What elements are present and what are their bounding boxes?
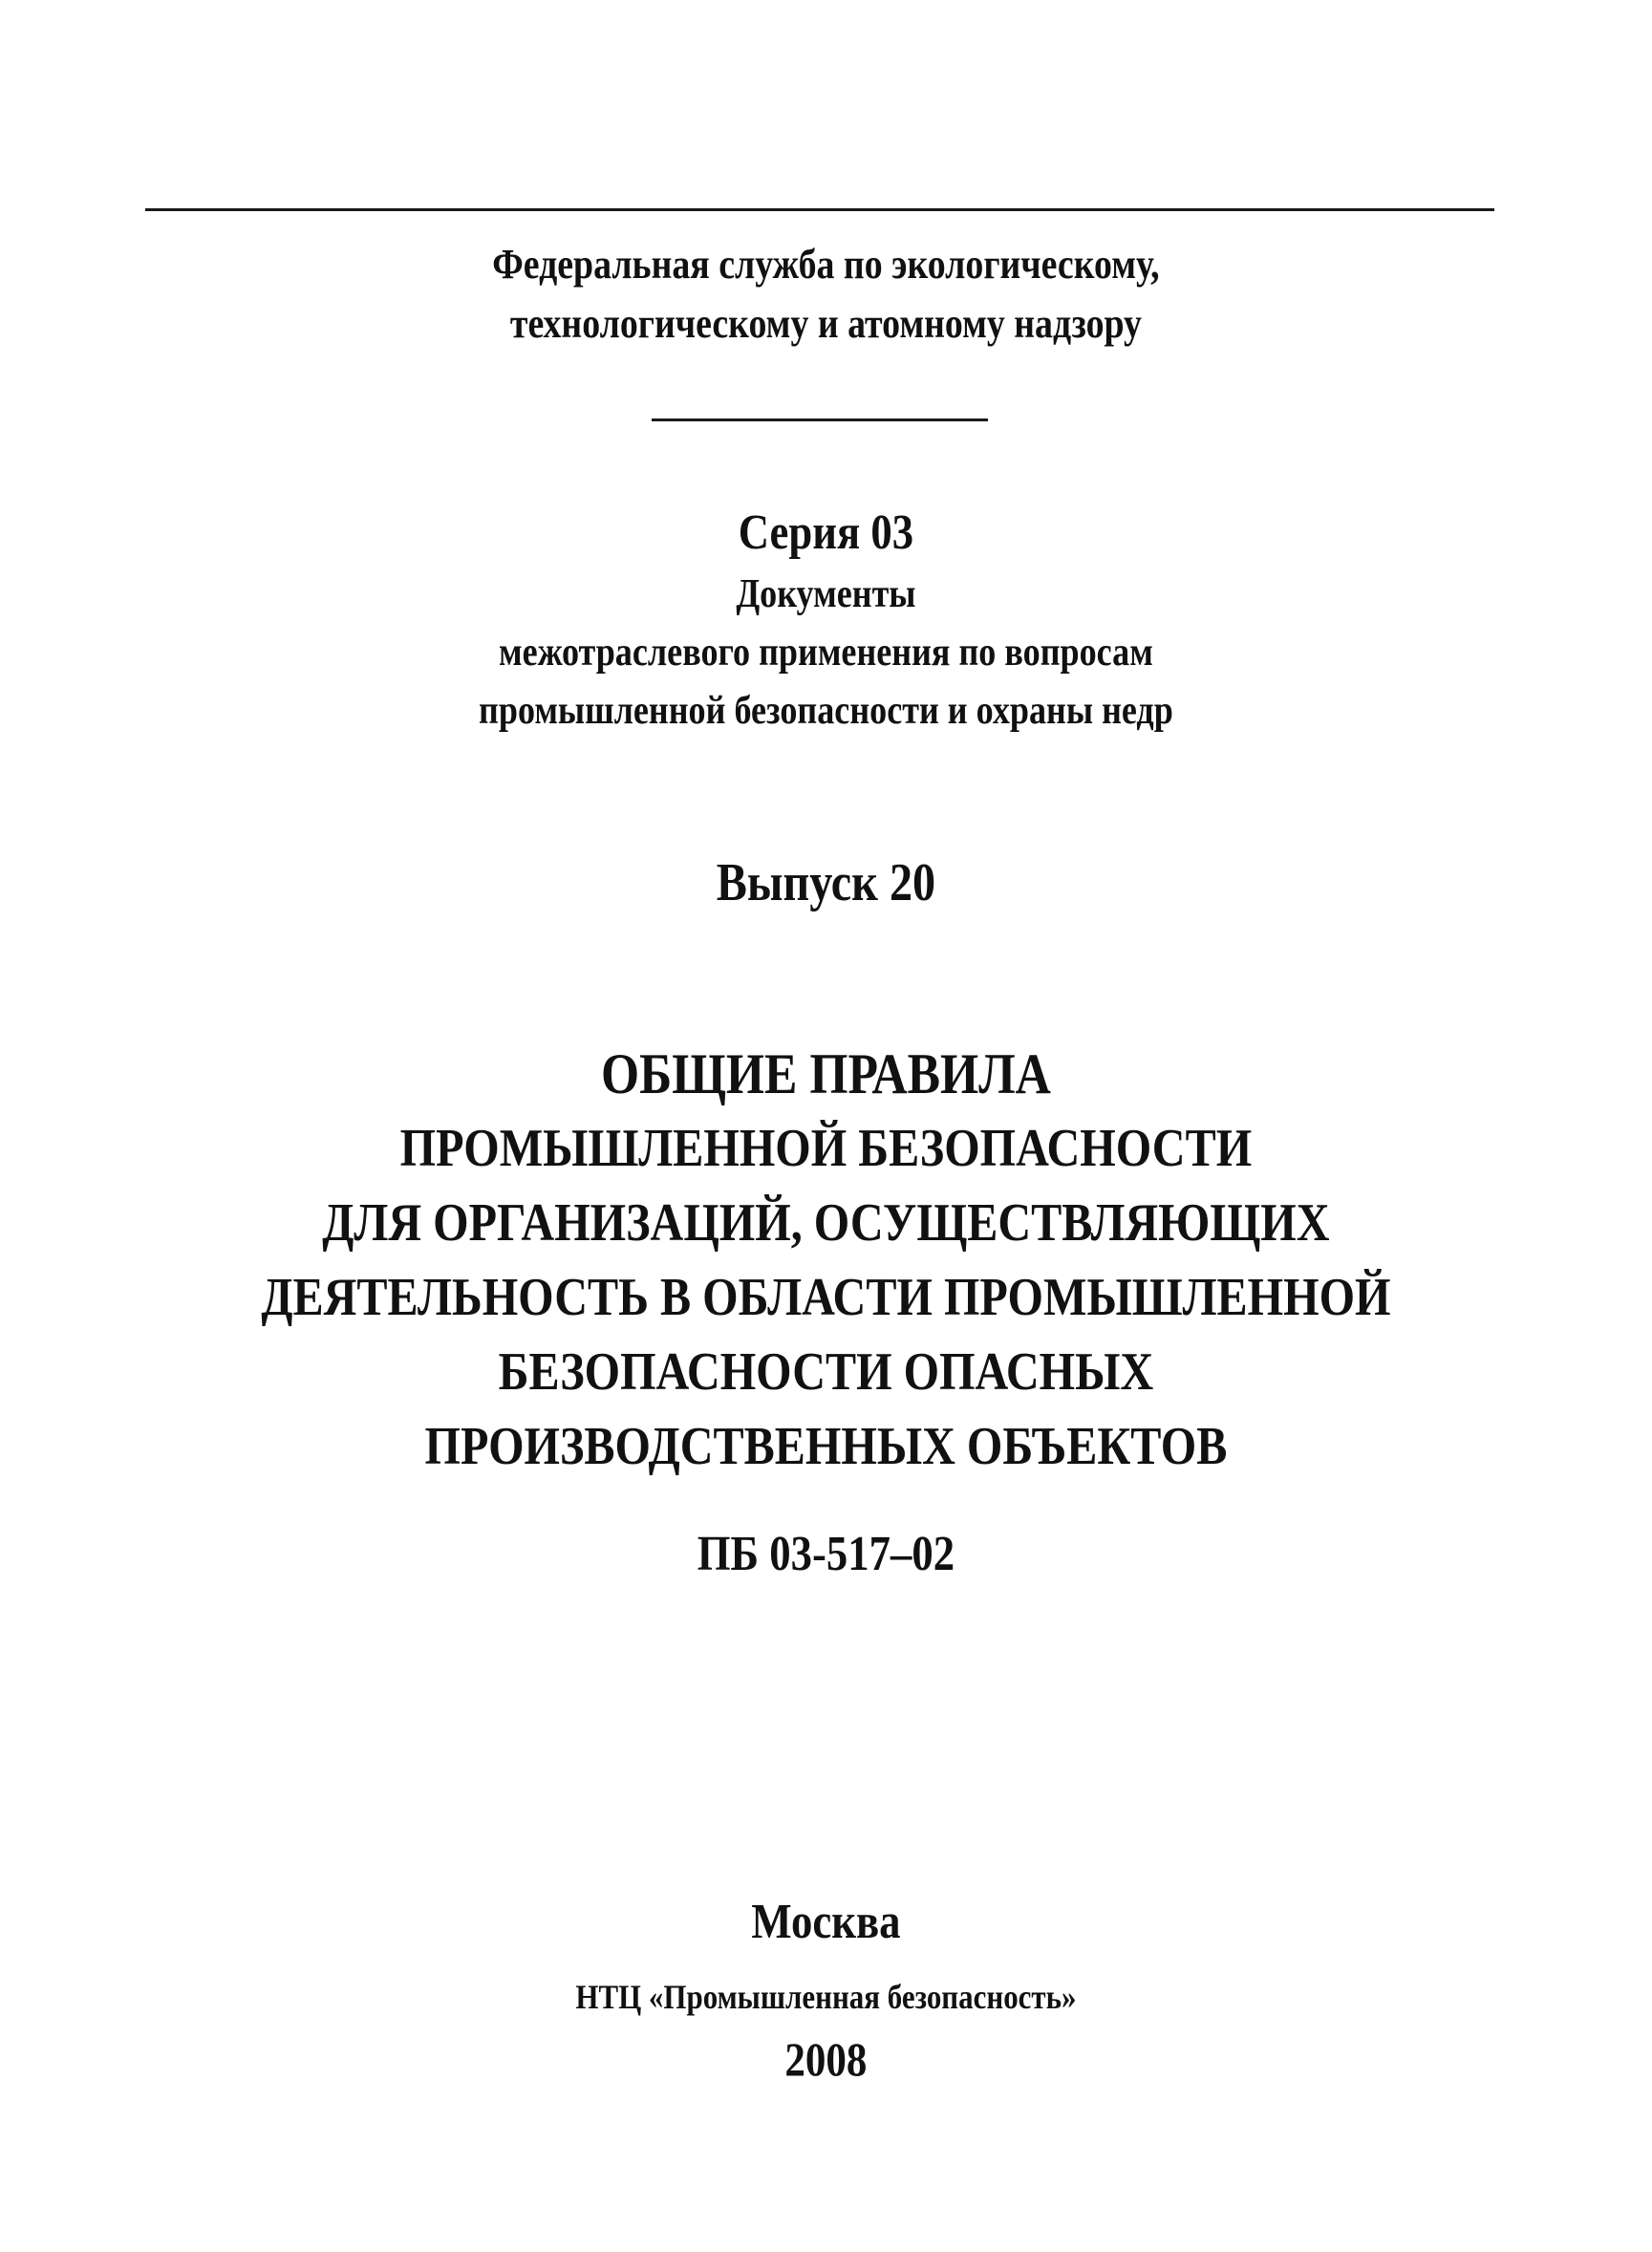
document-title	[116, 1037, 1536, 1484]
issue-text: Выпуск 20	[716, 853, 936, 912]
title-line-3: ДЛЯ ОРГАНИЗАЦИЙ, ОСУЩЕСТВЛЯЮЩИХ	[322, 1193, 1330, 1253]
issue-number	[116, 848, 1536, 917]
series-desc-line-3: промышленной безопасности и охраны недр	[479, 689, 1173, 733]
imprint-publisher-text: НТЦ «Промышленная безопасность»	[575, 1978, 1077, 2016]
title-line-6: ПРОИЗВОДСТВЕННЫХ ОБЪЕКТОВ	[424, 1417, 1228, 1476]
imprint-publisher	[116, 1970, 1536, 2024]
imprint-year-text: 2008	[784, 2032, 868, 2086]
document-code-text: ПБ 03-517–02	[697, 1527, 955, 1581]
agency-line-2: технологическому и атомному надзору	[509, 300, 1142, 347]
agency-line-1: Федеральная служба по экологическому,	[492, 241, 1160, 288]
agency-name	[116, 235, 1536, 354]
series-title: Серия 03	[738, 505, 914, 560]
top-divider	[145, 208, 1494, 211]
title-line-1: ОБЩИЕ ПРАВИЛА	[600, 1042, 1051, 1105]
series-desc-line-2: межотраслевого применения по вопросам	[499, 631, 1153, 675]
imprint-city-text: Москва	[751, 1895, 901, 1949]
short-divider	[652, 418, 988, 421]
document-code	[116, 1521, 1536, 1588]
title-line-5: БЕЗОПАСНОСТИ ОПАСНЫХ	[498, 1342, 1154, 1402]
series-block	[116, 501, 1536, 740]
title-line-2: ПРОМЫШЛЕННОЙ БЕЗОПАСНОСТИ	[399, 1119, 1253, 1178]
imprint-year	[116, 2027, 1536, 2091]
title-line-4: ДЕЯТЕЛЬНОСТЬ В ОБЛАСТИ ПРОМЫШЛЕННОЙ	[261, 1268, 1391, 1327]
imprint-city	[116, 1889, 1536, 1956]
series-desc-line-1: Документы	[736, 572, 916, 616]
